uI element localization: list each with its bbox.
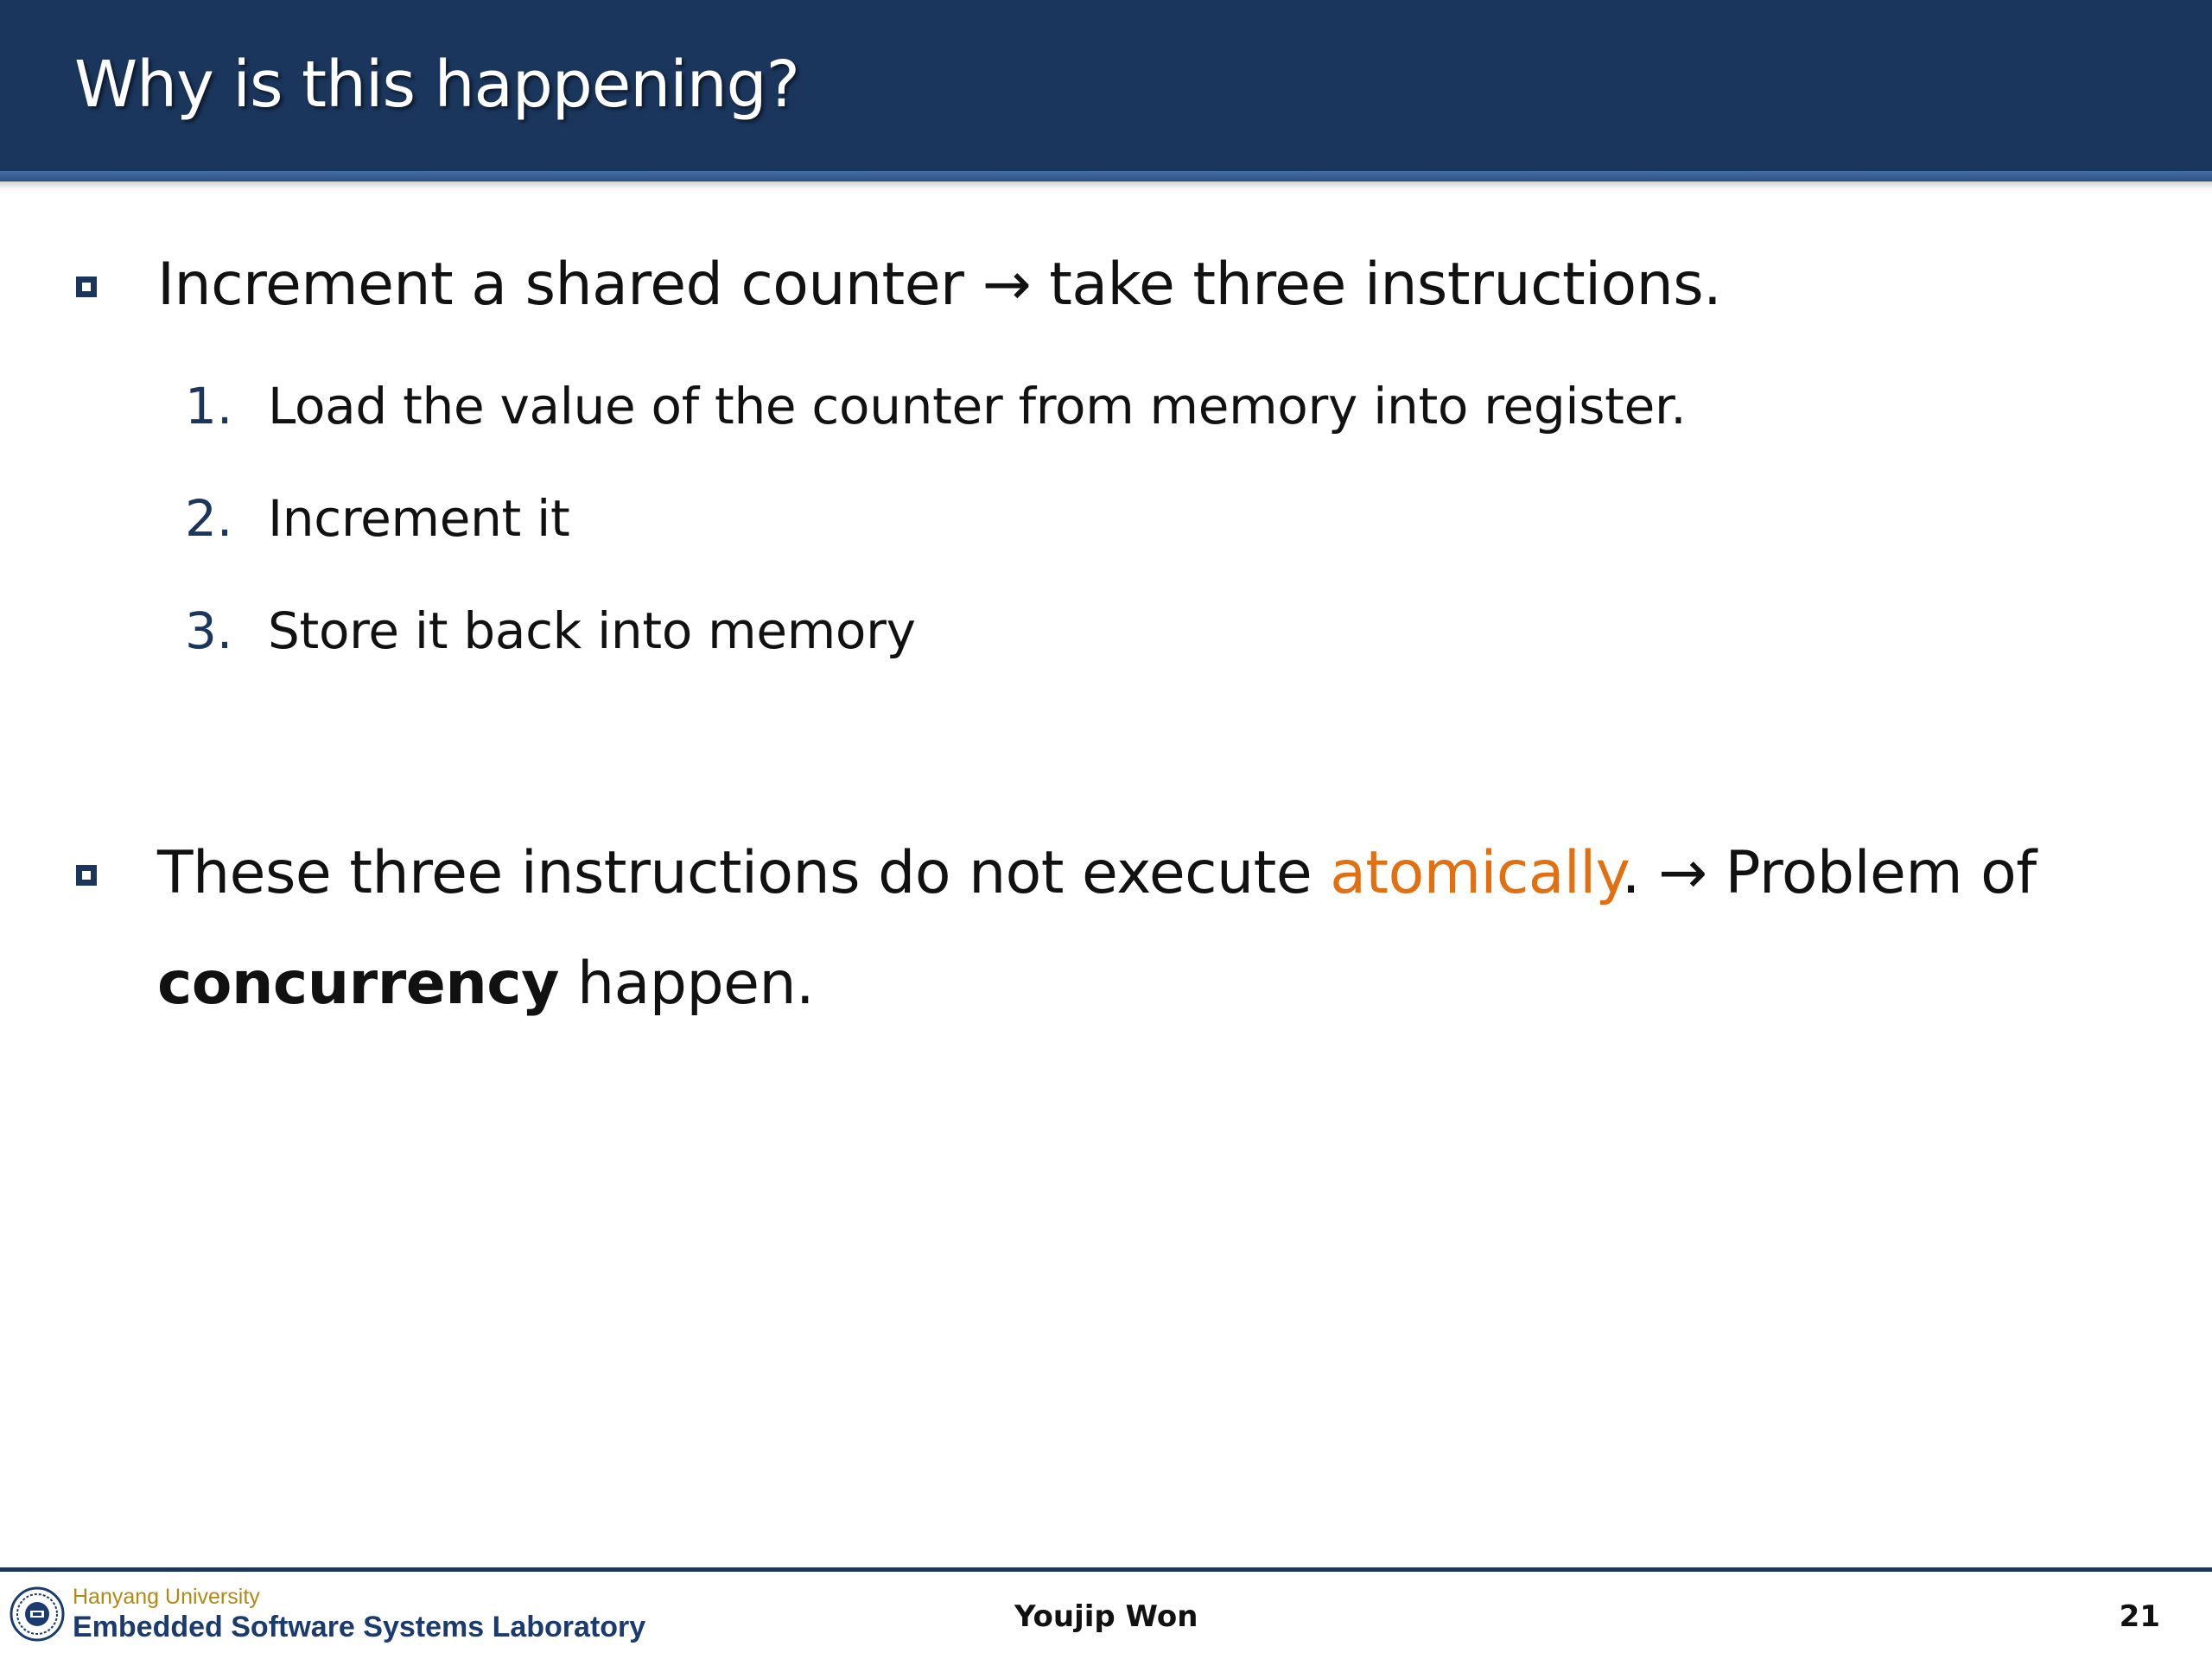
header-shadow — [0, 181, 2212, 190]
text-segment: . → Problem of — [1621, 839, 2037, 907]
author-name: Youjip Won — [1014, 1599, 1198, 1634]
list-item-text: Load the value of the counter from memory into register. — [268, 377, 1687, 435]
hollow-square-icon — [76, 276, 97, 297]
list-item — [181, 575, 2082, 687]
hollow-square-icon — [76, 865, 97, 886]
list-number: 2. — [185, 489, 233, 548]
text-segment: happen. — [558, 950, 815, 1018]
slide-title: Why is this happening? — [74, 48, 799, 122]
instruction-list — [181, 350, 2082, 687]
highlighted-term-atomically: atomically — [1330, 839, 1622, 907]
list-item-text: Increment it — [268, 489, 570, 548]
slide-footer — [0, 1572, 2212, 1659]
text-segment: These three instructions do not execute — [157, 839, 1331, 907]
slide-header — [0, 0, 2212, 171]
page-number: 21 — [2119, 1599, 2160, 1634]
university-seal-icon — [9, 1586, 66, 1643]
list-item-text: Store it back into memory — [268, 601, 916, 660]
header-rule — [0, 171, 2212, 181]
bullet-text: Increment a shared counter → take three instructions. — [157, 251, 1722, 319]
list-number: 3. — [185, 601, 233, 660]
bullet-text — [157, 818, 2127, 1039]
lab-name: Embedded Software Systems Laboratory — [73, 1611, 646, 1643]
list-item — [181, 350, 2082, 462]
list-number: 1. — [185, 377, 233, 435]
university-name: Hanyang University — [73, 1585, 260, 1609]
bold-term-concurrency: concurrency — [157, 950, 559, 1018]
list-item — [181, 462, 2082, 575]
